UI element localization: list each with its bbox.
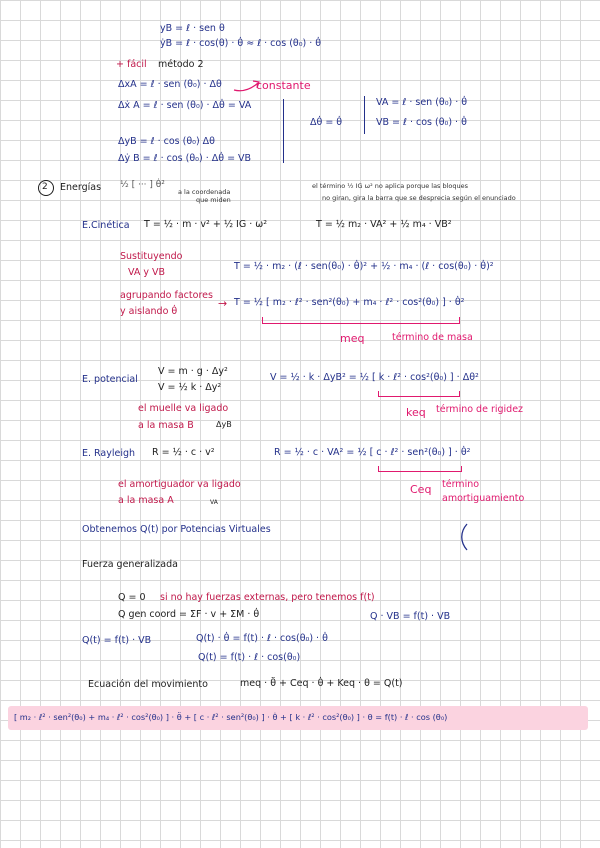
sustituyendo-label-2: VA y VB — [128, 267, 166, 278]
q-t: Q(t) = f(t) · VB — [82, 635, 152, 646]
epot-formula-3: V = ½ · k · ΔyB² = ½ [ k · ℓ² · cos²(θ₀) ] · Δθ² — [270, 372, 479, 383]
epot-formula-2: V = ½ k · Δy² — [158, 382, 222, 393]
va-formula: VA = ℓ · sen (θ₀) · θ̇ — [376, 97, 468, 108]
yb-position: yB = ℓ · sen θ — [160, 23, 225, 34]
termino-amort-label-2: amortiguamiento — [442, 493, 525, 504]
ecin-formula-4: T = ½ [ m₂ · ℓ² · sen²(θ₀) + m₄ · ℓ² · cos²(θ₀) ] · θ̇² — [234, 297, 465, 308]
ecin-label: E.Cinética — [82, 220, 130, 231]
note-top-2: no giran, gira la barra que se desprecia según el enunciado — [322, 194, 516, 202]
q-t-2: Q(t) · θ̇ = f(t) · ℓ · cos(θ₀) · θ̇ — [196, 633, 328, 644]
final-equation: [ m₂ · ℓ² · sen²(θ₀) + m₄ · ℓ² · cos²(θ₀) ] · θ̈ + [ c · ℓ² · sen²(θ₀) ] · θ̇ + [ k · ℓ² · cos²(θ₀) ] · θ = f(t) · ℓ · cos (θ₀) — [14, 712, 448, 722]
ecuacion-label: Ecuación del movimiento — [88, 679, 208, 690]
epot-label: E. potencial — [82, 374, 138, 385]
amort-label-1: el amortiguador va ligado — [118, 479, 241, 490]
muelle-label-2: a la masa B — [138, 420, 194, 431]
q-vb: Q · VB = f(t) · VB — [370, 611, 451, 622]
yb-velocity: ẏB = ℓ · cos(θ) · θ̇ ≈ ℓ · cos (θ₀) · θ̇ — [160, 38, 322, 49]
eray-label: E. Rayleigh — [82, 448, 136, 459]
dyb-position: ΔyB = ℓ · cos (θ₀) Δθ — [118, 136, 215, 147]
keq-label: keq — [406, 406, 426, 419]
energias-note-1: a la coordenada — [178, 188, 231, 196]
dxa-velocity: Δẋ A = ℓ · sen (θ₀) · Δθ̇ = VA — [118, 100, 252, 111]
agrupando-label-2: y aislando θ̇ — [120, 306, 178, 317]
eray-formula-1: R = ½ · c · v² — [152, 447, 215, 458]
ceq-label: Ceq — [410, 483, 432, 496]
epot-formula-1: V = m · g · Δy² — [158, 366, 228, 377]
vb-formula: VB = ℓ · cos (θ₀) · θ̇ — [376, 117, 467, 128]
energias-formula: ½ [ ··· ] θ̇² — [120, 180, 165, 190]
q-t-3: Q(t) = f(t) · ℓ · cos(θ₀) — [198, 652, 301, 663]
section-number: 2 — [42, 182, 48, 192]
note-top-1: el término ½ IG ω² no aplica porque las bloques — [312, 182, 469, 190]
amort-symbol: VA — [210, 499, 218, 506]
muelle-symbol: ΔyB — [216, 420, 232, 429]
ceq-underbrace — [378, 466, 462, 472]
dyb-velocity: Δẏ B = ℓ · cos (θ₀) · Δθ̇ = VB — [118, 153, 252, 164]
brace-left — [283, 99, 284, 163]
energias-note-2: que miden — [196, 196, 231, 204]
metodo-label: método 2 — [158, 59, 204, 70]
amort-label-2: a la masa A — [118, 495, 174, 506]
ecin-formula-3: T = ½ · m₂ · (ℓ · sen(θ₀) · θ̇)² + ½ · m₄ · (ℓ · cos(θ₀) · θ̇)² — [234, 261, 494, 272]
energias-heading: Energías — [60, 182, 102, 193]
keq-underbrace — [378, 391, 460, 397]
termino-amort-label-1: término — [442, 479, 480, 490]
q-gen: Q gen coord = ΣF · v + ΣM · θ̇ — [118, 609, 260, 620]
ecuacion-formula: meq · θ̈ + Ceq · θ̇ + Keq · θ = Q(t) — [240, 678, 403, 689]
meq-underbrace — [262, 317, 460, 324]
fuerza-heading: Fuerza generalizada — [82, 559, 178, 570]
arrow-icon: → — [218, 297, 228, 310]
termino-rigidez-label: término de rigidez — [436, 404, 524, 415]
muelle-label-1: el muelle va ligado — [138, 403, 229, 414]
paren-mark — [458, 522, 470, 552]
facil-label: + fácil — [116, 59, 147, 70]
obtenemos-line: Obtenemos Q(t) por Potencias Virtuales — [82, 524, 271, 535]
meq-label: meq — [340, 332, 365, 345]
q-zero-note: si no hay fuerzas externas, pero tenemos f(t) — [160, 592, 375, 603]
ecin-formula-1: T = ½ · m · v² + ½ IG · ω² — [144, 219, 268, 230]
dtheta-line: Δθ̇ = θ̇ — [310, 117, 343, 128]
dxa-position: ΔxA = ℓ · sen (θ₀) · Δθ — [118, 79, 222, 90]
agrupando-label-1: agrupando factores — [120, 290, 213, 301]
ecin-formula-2: T = ½ m₂ · VA² + ½ m₄ · VB² — [316, 219, 452, 230]
termino-masa-label: término de masa — [392, 332, 473, 343]
sustituyendo-label-1: Sustituyendo — [120, 251, 183, 262]
constante-label: constante — [256, 79, 311, 92]
q-zero: Q = 0 — [118, 592, 146, 603]
eray-formula-2: R = ½ · c · VA² = ½ [ c · ℓ² · sen²(θ₀) ] · θ̇² — [274, 447, 471, 458]
brace-right — [364, 96, 365, 134]
